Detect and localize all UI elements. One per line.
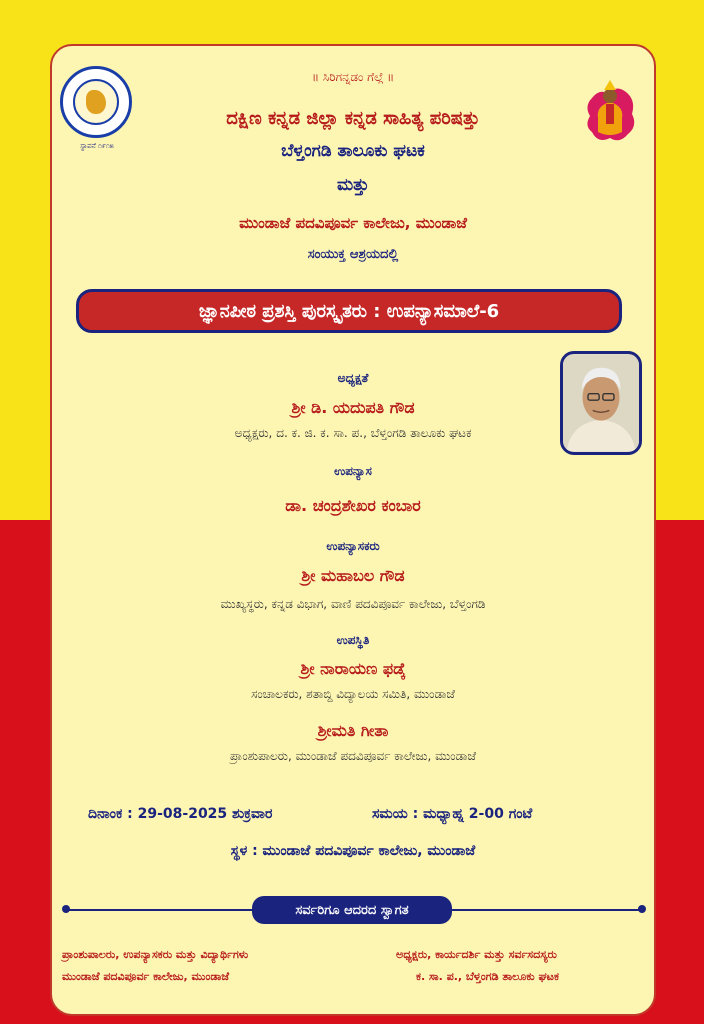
welcome-badge: ಸರ್ವರಿಗೂ ಆದರದ ಸ್ವಾಗತ [252,896,452,924]
title-banner: ಜ್ಞಾನಪೀಠ ಪ್ರಶಸ್ತಿ ಪುರಸ್ಕೃತರು : ಉಪನ್ಯಾಸಮಾಲೆ-6 [76,289,622,333]
presence-label: ಉಪಸ್ಥಿತಿ [336,633,370,647]
event-venue: ಸ್ಥಳ : ಮುಂಡಾಜೆ ಪದವಿಪೂರ್ವ ಕಾಲೇಜು, ಮುಂಡಾಜೆ [230,843,476,859]
presidency-label: ಅಧ್ಯಕ್ಷತೆ [337,371,369,385]
speaker-designation: ಮುಖ್ಯಸ್ಥರು, ಕನ್ನಡ ವಿಭಾಗ, ವಾಣಿ ಪದವಿಪೂರ್ವ ಕಾಲೇಜು, ಬೆಳ್ತಂಗಡಿ [220,597,486,611]
divider-dot-left [62,905,70,913]
footer-right-line2: ಕ. ಸಾ. ಪ., ಬೆಳ್ತಂಗಡಿ ತಾಲೂಕು ಘಟಕ [416,970,559,983]
divider-dot-right [638,905,646,913]
invitation-card [50,44,656,1016]
event-date: ದಿನಾಂಕ : 29-08-2025 ಶುಕ್ರವಾರ [88,806,273,822]
conjunction: ಮತ್ತು [336,175,370,195]
guest1-designation: ಸಂಚಾಲಕರು, ಶತಾಬ್ದಿ ವಿದ್ಯಾಲಯ ಸಮಿತಿ, ಮುಂಡಾಜೆ [251,687,455,701]
guest2-name: ಶ್ರೀಮತಿ ಗೀತಾ [317,721,389,740]
president-designation: ಅಧ್ಯಕ್ಷರು, ದ. ಕ. ಜಿ. ಕ. ಸಾ. ಪ., ಬೆಳ್ತಂಗಡಿ ತಾಲೂಕು ಘಟಕ [234,426,472,440]
jointly-text: ಸಂಯುಕ್ತ ಆಶ್ರಯದಲ್ಲಿ [307,247,399,262]
organization-name: ದಕ್ಷಿಣ ಕನ್ನಡ ಜಿಲ್ಲಾ ಕನ್ನಡ ಸಾಹಿತ್ಯ ಪರಿಷತ್ತು [226,108,480,129]
footer-left-line2: ಮುಂಡಾಜೆ ಪದವಿಪೂರ್ವ ಕಾಲೇಜು, ಮುಂಡಾಜೆ [62,970,230,983]
guest2-designation: ಪ್ರಾಂಶುಪಾಲರು, ಮುಂಡಾಜೆ ಪದವಿಪೂರ್ವ ಕಾಲೇಜು, ಮುಂಡಾಜೆ [229,749,477,763]
lecture-subject: ಡಾ. ಚಂದ್ರಶೇಖರ ಕಂಬಾರ [285,496,421,515]
guest1-name: ಶ್ರೀ ನಾರಾಯಣ ಫಡ್ಕೆ [300,659,406,678]
unit-name: ಬೆಳ್ತಂಗಡಿ ತಾಲೂಕು ಘಟಕ [281,141,425,161]
college-name: ಮುಂಡಾಜೆ ಪದವಿಪೂರ್ವ ಕಾಲೇಜು, ಮುಂಡಾಜೆ [239,214,467,232]
lecture-label: ಉಪನ್ಯಾಸ [334,464,372,478]
motto: ॥ ಸಿರಿಗನ್ನಡಂ ಗೆಲ್ಗೆ ॥ [311,70,395,84]
footer-left-line1: ಪ್ರಾಂಶುಪಾಲರು, ಉಪನ್ಯಾಸಕರು ಮತ್ತು ವಿದ್ಯಾರ್ಥಿಗಳು [62,948,249,961]
footer-right-line1: ಅಧ್ಯಕ್ಷರು, ಕಾರ್ಯದರ್ಶಿ ಮತ್ತು ಸರ್ವಸದಸ್ಯರು [396,948,557,961]
seal-caption: ಸ್ಥಾಪನೆ ೧೯೧೫ [80,142,114,150]
event-time: ಸಮಯ : ಮಧ್ಯಾಹ್ನ 2-00 ಗಂಟೆ [372,806,533,822]
president-name: ಶ್ರೀ ಡಿ. ಯದುಪತಿ ಗೌಡ [291,398,415,417]
speaker-label: ಉಪನ್ಯಾಸಕರು [326,539,380,553]
speaker-name: ಶ್ರೀ ಮಹಾಬಲ ಗೌಡ [301,566,405,585]
